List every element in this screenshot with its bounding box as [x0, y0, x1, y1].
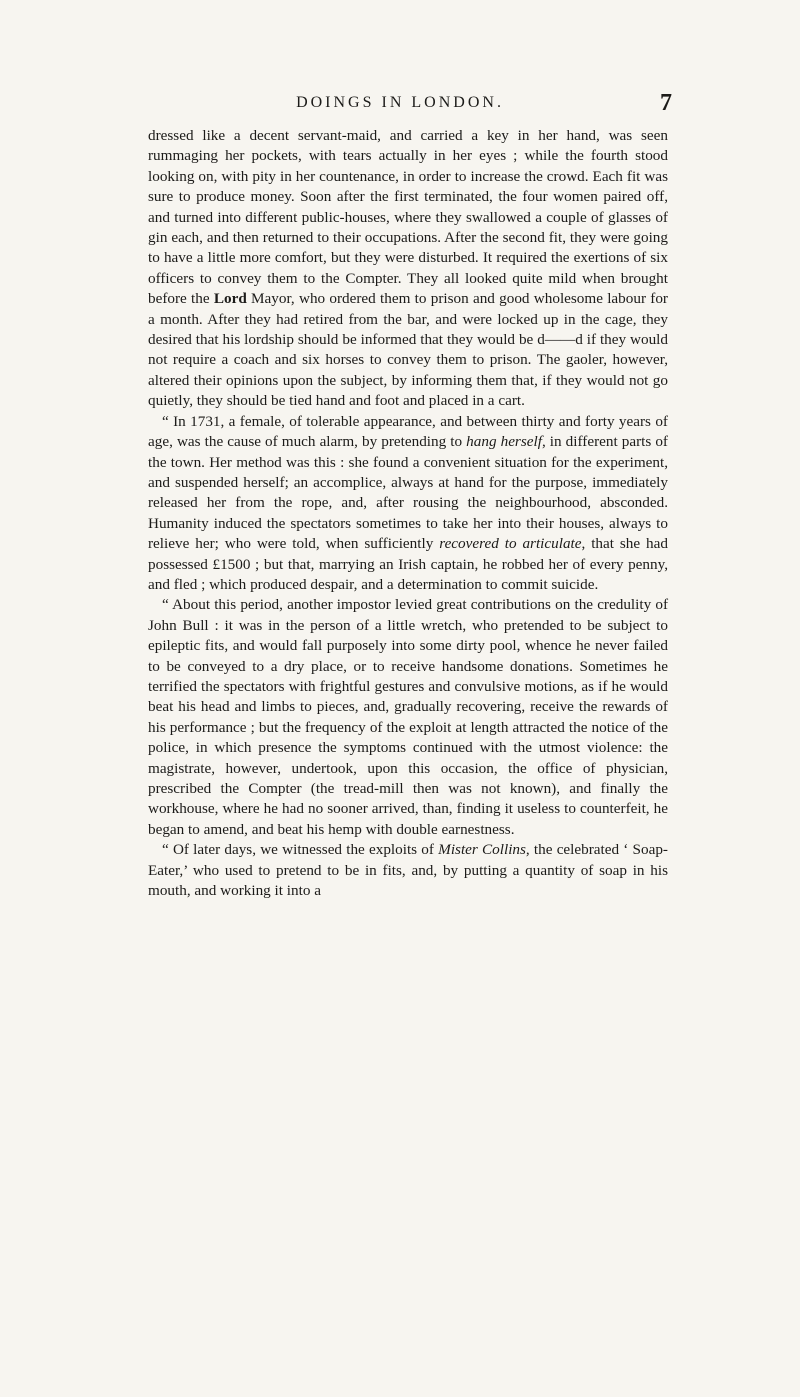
- text-run: dressed like a decent servant-maid, and carried a key in her hand, was seen rummaging her pockets, with tears actually in her eyes ; while the fourth stood looking on, with pity in her countenance, in order to increase the crowd. Each fit was sure to produce money. Soon after the first terminated, the four women paired off, and turned into different public-houses, where they swallowed a couple of glasses of gin each, and then returned to their occupations. After the second fit, they were going to have a little more comfort, but they were disturbed. It required the exertions of six officers to convey them to the Compter. They all looked quite mild when brought before the: [148, 127, 668, 308]
- text-run: , in different parts of the town. Her method was this : she found a convenient situation for the experiment, and suspended herself; an accomplice, always at hand for the purpose, immediately released her from the rope, and, after rousing the neighbourhood, absconded. Humanity induced the spectators sometimes to take her into their houses, always to relieve her; who were told, when sufficiently: [148, 433, 668, 553]
- paragraph-4: [148, 840, 668, 901]
- paragraph-1: [148, 126, 668, 412]
- text-run: “ In 1731, a female, of tolerable appearance, and between thirty and forty years of age, was the cause of much alarm, by pretending to: [148, 412, 668, 451]
- italic-phrase: hang herself: [466, 433, 542, 451]
- body-text: [148, 126, 668, 901]
- text-run: “ About this period, another impostor levied great contributions on the credulity of John Bull : it was in the person of a little wretch, who pretended to be subject to epileptic fits, and would fall purposely into some dirty pool, whence he never failed to be conveyed to a dry place, or to receive handsome donations. Sometimes he terrified the spectators with frightful gestures and convulsive motions, as if he would beat his head and limbs to pieces, and, gradually recovering, receive the rewards of his performance ; but the frequency of the exploit at length attracted the notice of the police, in which presence the symptoms continued with the utmost violence: the magistrate, however, undertook, upon this occasion, the office of physician, prescribed the Compter (the tread-mill then was not known), and finally the workhouse, where he had no sooner arrived, than, finding it useless to counterfeit, he began to amend, and beat his hemp with double earnestness.: [148, 596, 668, 838]
- page-header: [140, 90, 672, 118]
- paragraph-3: [148, 595, 668, 840]
- paragraph-2: [148, 412, 668, 596]
- running-head: DOINGS IN LONDON.: [296, 94, 504, 111]
- lord-word: Lord: [213, 290, 247, 308]
- italic-phrase: recovered to articulate: [439, 535, 582, 553]
- text-run: “ Of later days, we witnessed the exploits of: [162, 841, 439, 859]
- page-number: 7: [660, 90, 672, 116]
- text-run: , the celebrated ‘ Soap-Eater,’ who used to pretend to be in fits, and, by putting a quantity of soap in his mouth, and working it into a: [148, 841, 668, 900]
- text-run: , that she had possessed £1500 ; but that, marrying an Irish captain, he robbed her of every penny, and fled ; which produced despair, and a determination to commit suicide.: [148, 535, 668, 593]
- italic-phrase: Mister Collins: [438, 841, 526, 859]
- text-run: Mayor, who ordered them to prison and good wholesome labour for a month. After they had retired from the bar, and were locked up in the cage, they desired that his lordship should be informed that they would be d——d if they would not require a coach and six horses to convey them to prison. The gaoler, however, altered their opinions upon the subject, by informing them that, if they would not go quietly, they should be tied hand and foot and placed in a cart.: [148, 290, 668, 410]
